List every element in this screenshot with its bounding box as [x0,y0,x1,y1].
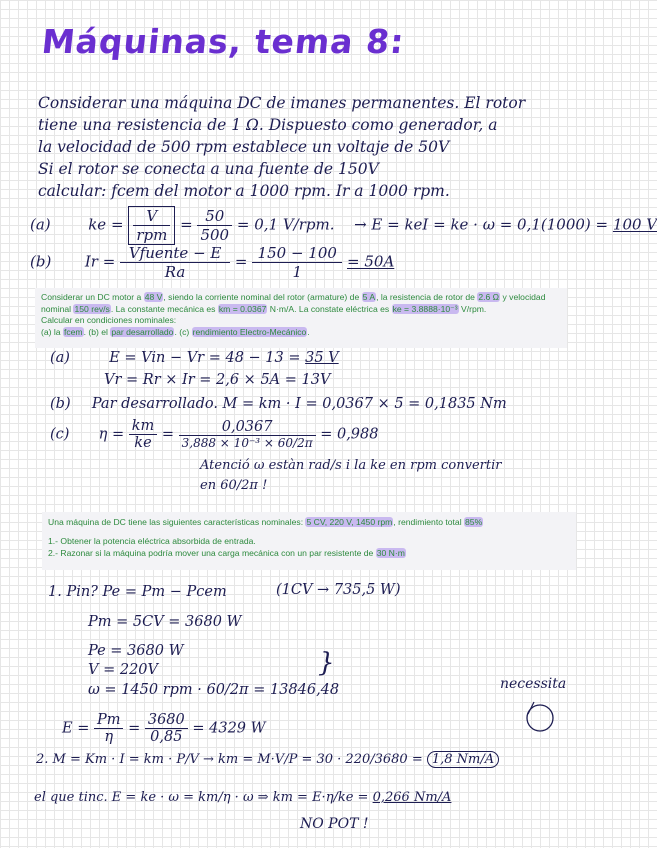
problem3-statement-panel [42,512,576,570]
problem2-a-line2: Vr = Rr × Ir = 2,6 × 5A = 13V [104,372,331,388]
panel1-line-4: (a) la fcem. (b) el par desarrollado. (c) rendimiento Electro-Mecánico. [41,326,310,337]
problem1-b-den1: Ra [164,263,186,281]
problem3-l8-result: 0,266 Nm/A [372,790,452,805]
problem3-necessita: necessita [500,676,567,692]
problem3-l7-result: 1,8 Nm/A [427,751,499,768]
problem2-a-line1: E = Vin − Vr = 48 − 13 = [109,350,301,366]
problem2-a-line1-result: 35 V [305,350,339,366]
problem3-l6-den2: 0,85 [150,729,183,745]
problem1-b-eq: = [234,252,248,271]
problem2-b-label: (b) [50,396,71,412]
problem1-line-2: tiene una resistencia de 1 Ω. Dispuesto como generador, a [38,116,498,134]
problem1-b-den2: 1 [292,263,302,281]
problem2-c-den: ke [134,435,152,451]
problem2-c-num: km [129,418,158,435]
page-title: Máquinas, tema 8: [39,22,407,61]
problem2-c-den2: 3,888 × 10⁻³ × 60/2π [181,436,313,450]
problem1-a-units-num: V [133,207,170,226]
problem1-line-3: la velocidad de 500 rpm establece un voltaje de 50V [38,138,450,156]
problem3-line-8 [34,790,451,805]
problem1-line-4: Si el rotor se conecta a una fuente de 150V [38,160,379,178]
problem2-note-1: Atenció ω estàn rad/s i la ke en rpm convertir [200,458,502,473]
problem3-line-9: NO POT ! [300,816,369,832]
problem1-b-row [30,244,394,281]
problem1-a-ke: ke = [88,215,124,234]
problem1-b-fraction-1 [120,244,230,281]
problem3-line-6 [62,712,266,745]
arrow-circle-mark [520,694,560,734]
problem3-line-3: Pe = 3680 W [88,643,184,659]
problem3-line-4: V = 220V [88,662,158,678]
problem1-a-label: (a) [30,215,51,234]
panel2-line-1: Una máquina de DC tiene las siguientes características nominales: 5 CV, 220 V, 1450 rpm, rendimiento total 85% [48,517,483,527]
problem1-line-5: calcular: fcem del motor a 1000 rpm. Ir a 1000 rpm. [38,182,450,200]
problem2-c-row [50,418,379,451]
panel2-line-2: 1.- Obtener la potencia eléctrica absorbida de entrada. [48,535,256,546]
problem2-c-result: = 0,988 [320,426,379,443]
problem3-l8-text: el que tinc. E = ke · ω = km/η · ω ⇒ km = E·η/ke = [34,790,369,805]
problem1-b-ir: Ir = [84,252,116,271]
problem1-a-num: 50 [197,207,232,226]
panel2-line-3: 2.- Razonar si la máquina podría mover una carga mecánica con un par resistente de 30 N·m [48,548,405,558]
problem3-l6-result: = 4329 W [192,720,266,737]
problem3-l6-fraction-2 [145,712,188,745]
problem3-line-7 [36,752,499,767]
panel1-line-3: Calcular en condiciones nominales: [41,315,177,325]
problem1-a-fraction [197,207,232,244]
problem1-b-fraction-2 [252,244,342,281]
problem1-b-num1: Vfuente − E [120,244,230,263]
problem1-b-final: = 50A [347,252,395,271]
problem3-line-2: Pm = 5CV = 3680 W [88,614,242,630]
problem1-a-final: 100 V [612,215,657,234]
problem2-b-text: Par desarrollado. M = km · I = 0,0367 × 5 = 0,1835 Nm [91,396,507,412]
problem1-line-1: Considerar una máquina DC de imanes permanentes. El rotor [38,94,526,112]
problem2-c-fraction-2 [179,419,316,450]
problem1-a-units [128,206,175,245]
problem3-l6-num2: 3680 [145,712,188,729]
panel1-line-2: nominal 150 rev/s. La constante mecánica es km = 0.0367 N·m/A. La constate eléctrica es ke = 3.8888·10⁻³ V/rpm. [41,303,487,314]
problem3-l6-eq: = [128,720,141,737]
problem2-c-num2: 0,0367 [179,419,316,436]
problem1-a-units-den: rpm [136,226,168,244]
problem3-l6-den: η [104,729,114,745]
problem2-a-row-1 [50,350,339,366]
problem2-c-label: (c) [50,426,70,443]
problem3-line-1-note: (1CV → 735,5 W) [276,582,401,598]
problem2-b-row [50,396,507,412]
problem3-line-1: 1. Pin? Pe = Pm − Pcem [48,584,227,600]
problem3-l6-pre: E = [62,720,90,737]
problem1-a-result: = 0,1 V/rpm. [236,215,335,234]
problem3-line-5: ω = 1450 rpm · 60/2π = 13846,48 [88,682,340,698]
problem1-a-eq: = [180,215,193,234]
problem1-b-num2: 150 − 100 [252,244,342,263]
problem2-c-eq: = [161,426,175,443]
problem2-c-eta: η = [98,426,125,443]
problem3-l6-fraction-1 [94,712,124,745]
problem1-a-arrow-expr: → E = keI = ke · ω = 0,1(1000) = [354,215,609,234]
problem2-a-label: (a) [50,350,70,366]
brace-mark: } [318,648,335,678]
problem2-note-2: en 60/2π ! [200,478,268,493]
problem1-a-row [30,206,657,245]
problem2-c-fraction-1 [129,418,158,451]
problem1-a-den: 500 [200,226,230,244]
panel1-line-1: Considerar un DC motor a 48 V, siendo la corriente nominal del rotor (armature) de 5 A, la resistencia de rotor de 2.6 Ω y velocidad [41,292,546,302]
problem1-b-label: (b) [30,252,52,271]
problem2-statement-panel [35,288,567,348]
problem3-l7-text: 2. M = Km · I = km · P/V → km = M·V/P = 30 · 220/3680 = [36,752,423,767]
problem3-l6-num: Pm [94,712,124,729]
